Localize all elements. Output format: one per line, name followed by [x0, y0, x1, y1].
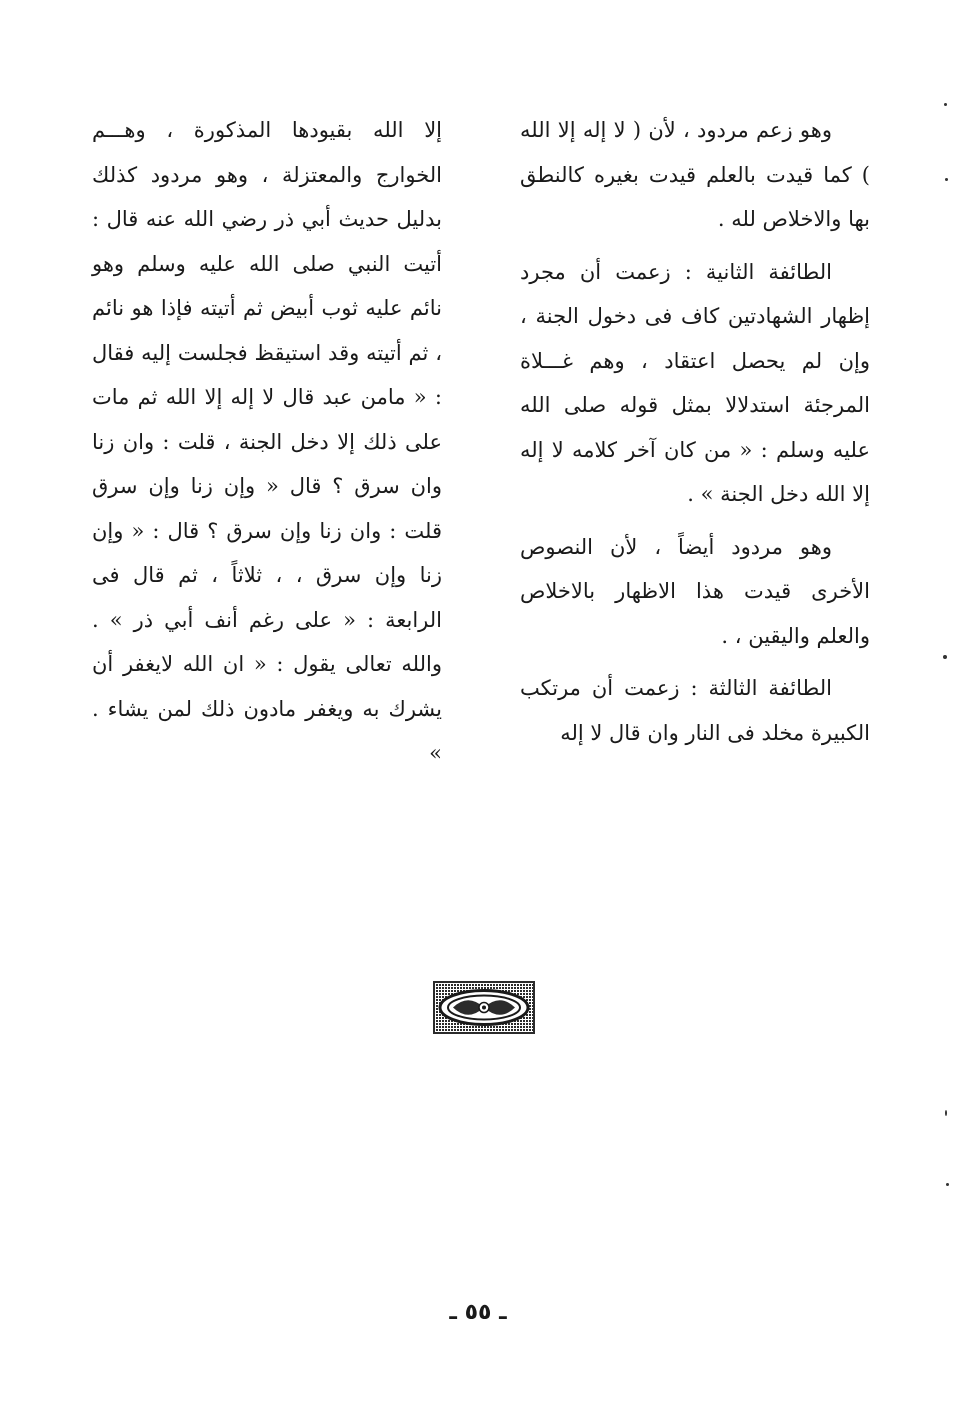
scan-speck: [946, 1183, 949, 1186]
paragraph: وهو زعم مردود ، لأن ( لا إله إلا الله ) كما قيدت بالعلم قيدت بغيره كالنطق بها والاخلاص لله .: [520, 118, 870, 231]
paragraph: وهو مردود أيضاً ، لأن النصوص الأخرى قيدت هذا الاظهار بالاخلاص والعلم واليقين ، .: [520, 534, 870, 648]
right-text-column: [520, 108, 870, 763]
paragraph: إلا الله بقيودها المذكورة ، وهـــم الخوارج والمعتزلة ، وهو مردود كذلك بدليل حديث أبي ذر رضي الله عنه قال : أتيت النبي صلى الله عليه وسلم وهو نائم عليه ثوب أبيض ثم أتيته فإذا هو نائم ، ثم أتيته وقد استيقظ فجلست إليه فقال : « مامن عبد قال لا إله إلا الله ثم مات على ذلك إلا دخل الجنة ، قلت : وان زنا وان سرق ؟ قال « وإن زنا وإن سرق قلت : وان زنا وإن سرق ؟ قال : « وإن زنا وإن سرق ، ، ثلاثاً ، ثم قال فى الرابعة : « على رغم أنف أبي ذر » . والله تعالى يقول : « ان الله لايغفر أن يشرك به ويغفر مادون ذلك لمن يشاء . »: [92, 118, 442, 765]
scan-speck: [945, 178, 948, 181]
decorative-ornament-icon: [433, 981, 535, 1034]
paragraph: الطائفة الثانية : زعمت أن مجرد إظهار الشهادتين كاف فى دخول الجنة ، وإن لم يحصل اعتقاد ، وهم غـــلاة المرجئة استدلالا بمثل قوله صلى الله عليه وسلم : « من كان آخر كلامه لا إله إلا الله دخل الجنة » .: [520, 259, 870, 506]
scan-speck: [944, 103, 947, 106]
paragraph: الطائفة الثالثة : زعمت أن مرتكب الكبيرة مخلد فى النار وان قال لا إله: [520, 676, 870, 745]
scan-speck: [943, 655, 947, 659]
page-number: ـ ٥٥ ـ: [449, 1300, 507, 1325]
left-text-column: [92, 108, 442, 784]
scan-speck: [945, 1110, 947, 1116]
